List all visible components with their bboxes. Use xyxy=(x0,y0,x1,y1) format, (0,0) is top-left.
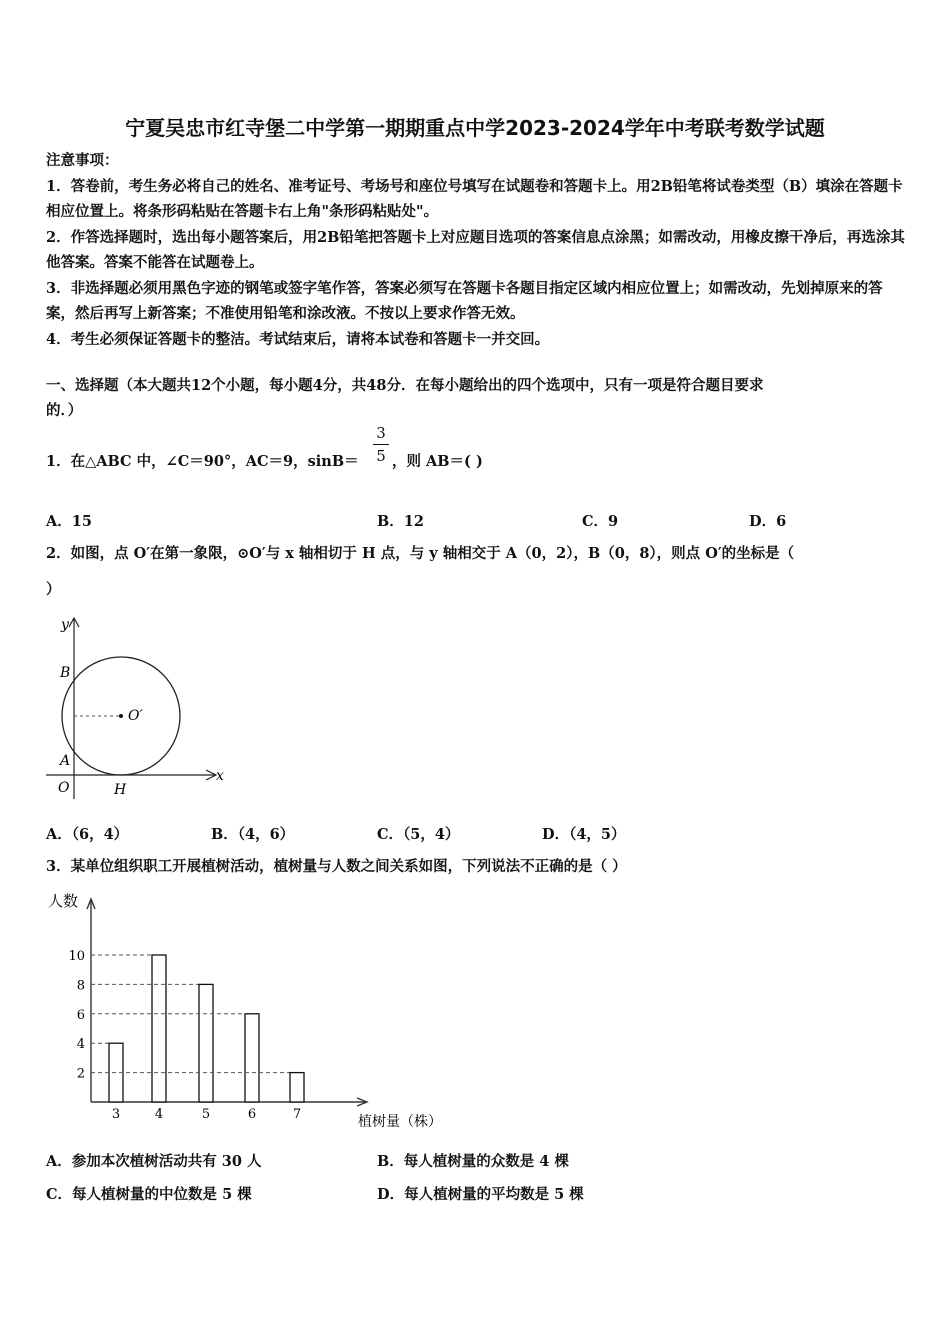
q2-option-b[interactable]: B．（4，6） xyxy=(211,826,295,843)
notice-item-1: 1．答卷前，考生务必将自己的姓名、准考证号、考场号和座位号填写在试题卷和答题卡上。用2B铅笔将试卷类型（B）填涂在答题卡相应位置上。将条形码粘贴在答题卡右上角"条形码粘贴处"。 xyxy=(46,177,903,220)
label-a: A xyxy=(60,753,71,769)
notice-item-2: 2．作答选择题时，选出每小题答案后，用2B铅笔把答题卡上对应题目选项的答案信息点涂黑；如需改动，用橡皮擦干净后，再选涂其他答案。答案不能答在试题卷上。 xyxy=(46,228,905,271)
q3-option-a[interactable]: A．参加本次植树活动共有 30 人 xyxy=(46,1153,262,1170)
q2-stem-line1: 2．如图，点 O′在第一象限，⊙O′与 x 轴相切于 H 点，与 y 轴相交于 A（0，2），B（0，8），则点 O′的坐标是（ xyxy=(46,545,795,562)
q1-fraction xyxy=(373,424,389,465)
label-x: x xyxy=(216,768,224,784)
page-title: 宁夏吴忠市红寺堡二中学第一期期重点中学2023-2024学年中考联考数学试题 xyxy=(125,116,825,140)
chart-y-tick-6: 6 xyxy=(76,1007,85,1023)
q3-stem: 3．某单位组织职工开展植树活动，植树量与人数之间关系如图，下列说法不正确的是（ ） xyxy=(46,858,627,875)
q1-suffix: ，则 AB＝( ) xyxy=(392,453,483,470)
chart-bar-6 xyxy=(245,1014,259,1102)
chart-y-tick-2: 2 xyxy=(76,1066,85,1082)
q1-fraction-bar xyxy=(373,444,389,445)
q3-option-c[interactable]: C．每人植树量的中位数是 5 棵 xyxy=(46,1186,252,1203)
q1-option-d[interactable]: D．6 xyxy=(749,513,787,530)
label-b: B xyxy=(60,665,71,681)
q2-circle-figure xyxy=(40,612,240,807)
q1-fraction-numerator: 3 xyxy=(376,424,386,442)
q1-prefix: 1．在△ABC 中，∠C＝90°，AC＝9，sinB＝ xyxy=(46,453,359,470)
q2-option-a[interactable]: A．（6，4） xyxy=(46,826,129,843)
chart-bar-4 xyxy=(152,955,166,1102)
q2-option-c[interactable]: C．（5，4） xyxy=(377,826,460,843)
chart-x-tick-5: 5 xyxy=(201,1107,211,1122)
q3-bar-chart xyxy=(40,884,490,1134)
label-h: H xyxy=(114,782,127,798)
section-heading-line1: 一、选择题（本大题共12个小题，每小题4分，共48分．在每小题给出的四个选项中，只有一项是符合题目要求 xyxy=(46,377,764,394)
notice-heading: 注意事项： xyxy=(46,152,119,169)
chart-bar-7 xyxy=(290,1073,304,1102)
q3-option-b[interactable]: B．每人植树量的众数是 4 棵 xyxy=(377,1153,569,1170)
chart-bar-5 xyxy=(199,984,213,1102)
section-heading-line2: 的．） xyxy=(46,402,83,419)
q1-option-c[interactable]: C．9 xyxy=(582,513,619,530)
q1-fraction-denominator: 5 xyxy=(376,447,386,465)
notice-item-3: 3．非选择题必须用黑色字迹的钢笔或签字笔作答，答案必须写在答题卡各题目指定区域内相应位置上；如需改动，先划掉原来的答案，然后再写上新答案；不准使用铅笔和涂改液。不按以上要求作答无效。 xyxy=(46,279,883,322)
center-point xyxy=(119,714,123,718)
chart-y-label: 人数 xyxy=(48,892,79,910)
chart-x-tick-3: 3 xyxy=(111,1107,121,1122)
chart-x-tick-4: 4 xyxy=(154,1107,164,1122)
q2-option-d[interactable]: D．（4，5） xyxy=(542,826,626,843)
chart-y-tick-4: 4 xyxy=(76,1037,85,1053)
chart-y-tick-10: 10 xyxy=(68,949,85,964)
label-y: y xyxy=(61,617,69,633)
label-o-prime: O′ xyxy=(128,708,143,724)
notice-block xyxy=(46,148,906,352)
q2-stem-line2: ） xyxy=(46,581,61,598)
q1-option-b[interactable]: B．12 xyxy=(377,513,424,530)
chart-x-tick-6: 6 xyxy=(247,1107,257,1122)
chart-y-tick-8: 8 xyxy=(76,978,85,994)
notice-item-4: 4．考生必须保证答题卡的整洁。考试结束后，请将本试卷和答题卡一并交回。 xyxy=(46,330,550,348)
q3-option-d[interactable]: D．每人植树量的平均数是 5 棵 xyxy=(377,1186,584,1203)
q1-option-a[interactable]: A．15 xyxy=(46,513,92,530)
chart-x-tick-7: 7 xyxy=(292,1107,302,1122)
chart-x-label: 植树量（株） xyxy=(358,1114,442,1130)
label-o: O xyxy=(58,780,70,796)
